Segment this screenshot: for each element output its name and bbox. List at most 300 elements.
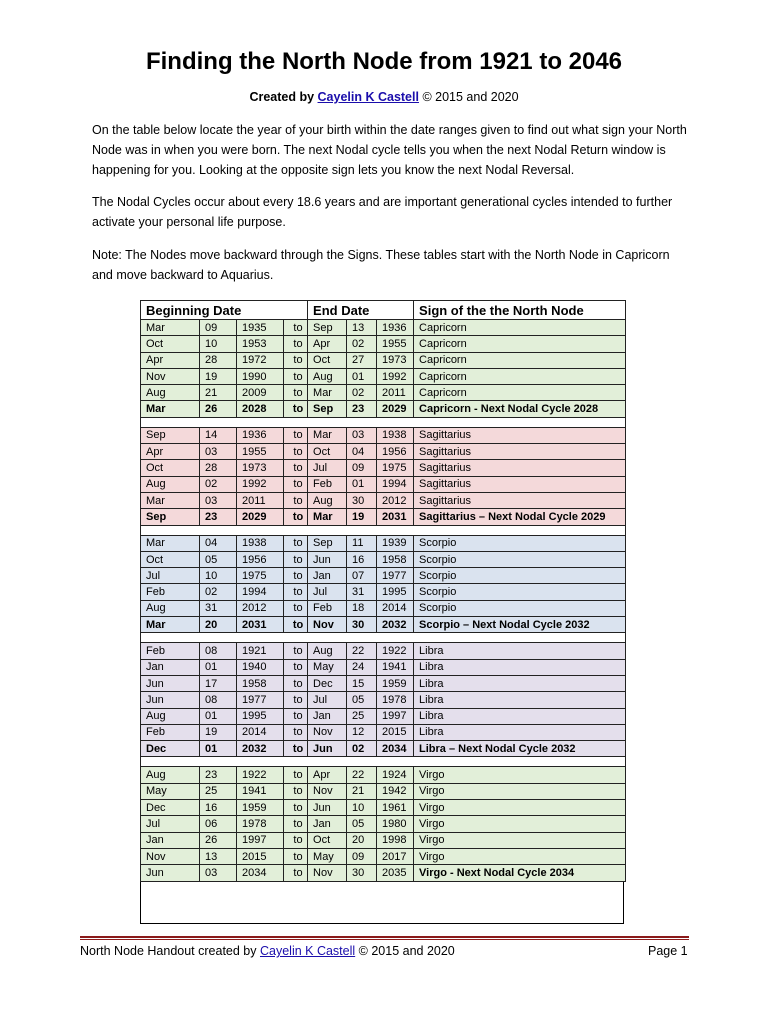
north-node-table — [140, 300, 626, 882]
begin-year-cell: 2034 — [237, 865, 284, 881]
to-label-cell: to — [284, 741, 308, 757]
end-month-cell: Nov — [308, 865, 347, 881]
begin-year-cell: 1990 — [237, 368, 284, 384]
end-day-cell: 30 — [347, 865, 377, 881]
cycles-paragraph: The Nodal Cycles occur about every 18.6 years and are important generational cycles intended to further activate your personal life purpose. — [92, 195, 673, 229]
separator-cell — [141, 633, 626, 643]
begin-day-cell: 28 — [200, 352, 237, 368]
end-day-cell: 31 — [347, 584, 377, 600]
begin-day-cell: 01 — [200, 741, 237, 757]
begin-year-cell: 2032 — [237, 741, 284, 757]
end-year-cell: 2035 — [377, 865, 414, 881]
to-label-cell: to — [284, 724, 308, 740]
begin-month-cell: Feb — [141, 643, 200, 659]
end-month-cell: Nov — [308, 783, 347, 799]
table-row — [141, 509, 626, 525]
end-year-cell: 2031 — [377, 509, 414, 525]
end-month-cell: Mar — [308, 427, 347, 443]
end-day-cell: 01 — [347, 476, 377, 492]
end-month-cell: Jan — [308, 816, 347, 832]
end-month-cell: Jul — [308, 460, 347, 476]
end-day-cell: 22 — [347, 643, 377, 659]
end-month-cell: Mar — [308, 385, 347, 401]
end-day-cell: 25 — [347, 708, 377, 724]
end-year-cell: 2014 — [377, 600, 414, 616]
begin-year-cell: 1977 — [237, 692, 284, 708]
begin-day-cell: 10 — [200, 568, 237, 584]
end-month-cell: Feb — [308, 476, 347, 492]
table-row — [141, 617, 626, 633]
table-row — [141, 352, 626, 368]
begin-month-cell: Jul — [141, 816, 200, 832]
begin-day-cell: 02 — [200, 476, 237, 492]
sign-cell: Virgo — [414, 848, 626, 864]
sign-cell: Capricorn — [414, 320, 626, 336]
table-row — [141, 675, 626, 691]
separator-cell — [141, 417, 626, 427]
begin-month-cell: Jan — [141, 659, 200, 675]
end-month-cell: Nov — [308, 724, 347, 740]
table-row — [141, 708, 626, 724]
subtitle — [0, 90, 768, 104]
end-day-cell: 23 — [347, 401, 377, 417]
begin-month-cell: Oct — [141, 336, 200, 352]
begin-month-cell: Sep — [141, 509, 200, 525]
table-row — [141, 568, 626, 584]
table-row — [141, 476, 626, 492]
table-row — [141, 643, 626, 659]
table-row — [141, 427, 626, 443]
begin-year-cell: 1953 — [237, 336, 284, 352]
separator-cell — [141, 525, 626, 535]
end-month-cell: Dec — [308, 675, 347, 691]
begin-day-cell: 08 — [200, 692, 237, 708]
end-year-cell: 2017 — [377, 848, 414, 864]
end-month-cell: Aug — [308, 368, 347, 384]
to-label-cell: to — [284, 643, 308, 659]
begin-month-cell: Mar — [141, 492, 200, 508]
end-year-cell: 1939 — [377, 535, 414, 551]
sign-cell: Capricorn - Next Nodal Cycle 2028 — [414, 401, 626, 417]
footer-rule-thin — [80, 939, 689, 940]
to-label-cell: to — [284, 551, 308, 567]
begin-day-cell: 23 — [200, 509, 237, 525]
subtitle-prefix: Created by — [249, 90, 315, 104]
begin-day-cell: 09 — [200, 320, 237, 336]
author-link[interactable]: Cayelin K Castell — [317, 90, 419, 104]
sign-cell: Sagittarius — [414, 427, 626, 443]
table-row — [141, 444, 626, 460]
begin-day-cell: 17 — [200, 675, 237, 691]
header-sign: Sign of the the North Node — [414, 301, 626, 320]
begin-month-cell: Feb — [141, 724, 200, 740]
sign-cell: Libra — [414, 675, 626, 691]
begin-year-cell: 1997 — [237, 832, 284, 848]
end-year-cell: 1992 — [377, 368, 414, 384]
table-row — [141, 865, 626, 881]
to-label-cell: to — [284, 783, 308, 799]
end-year-cell: 2012 — [377, 492, 414, 508]
end-month-cell: Sep — [308, 401, 347, 417]
sign-cell: Sagittarius — [414, 476, 626, 492]
table-row — [141, 320, 626, 336]
to-label-cell: to — [284, 617, 308, 633]
end-year-cell: 2034 — [377, 741, 414, 757]
begin-year-cell: 1936 — [237, 427, 284, 443]
sign-cell: Libra — [414, 643, 626, 659]
begin-year-cell: 2031 — [237, 617, 284, 633]
begin-year-cell: 2011 — [237, 492, 284, 508]
to-label-cell: to — [284, 816, 308, 832]
end-month-cell: Aug — [308, 492, 347, 508]
table-row — [141, 460, 626, 476]
end-year-cell: 1942 — [377, 783, 414, 799]
table-row — [141, 816, 626, 832]
end-day-cell: 05 — [347, 816, 377, 832]
begin-month-cell: Jun — [141, 865, 200, 881]
begin-day-cell: 19 — [200, 724, 237, 740]
sign-cell: Capricorn — [414, 368, 626, 384]
begin-day-cell: 31 — [200, 600, 237, 616]
end-day-cell: 21 — [347, 783, 377, 799]
to-label-cell: to — [284, 584, 308, 600]
begin-year-cell: 1955 — [237, 444, 284, 460]
begin-year-cell: 1978 — [237, 816, 284, 832]
to-label-cell: to — [284, 401, 308, 417]
end-year-cell: 1958 — [377, 551, 414, 567]
to-label-cell: to — [284, 600, 308, 616]
begin-year-cell: 2028 — [237, 401, 284, 417]
begin-year-cell: 1994 — [237, 584, 284, 600]
sign-cell: Capricorn — [414, 385, 626, 401]
to-label-cell: to — [284, 444, 308, 460]
end-month-cell: Oct — [308, 832, 347, 848]
end-year-cell: 1959 — [377, 675, 414, 691]
table-row — [141, 741, 626, 757]
begin-day-cell: 03 — [200, 865, 237, 881]
table-row — [141, 368, 626, 384]
table-row — [141, 551, 626, 567]
begin-year-cell: 2012 — [237, 600, 284, 616]
footer-prefix: North Node Handout created by — [80, 944, 257, 958]
begin-month-cell: Sep — [141, 427, 200, 443]
begin-month-cell: Jun — [141, 675, 200, 691]
end-day-cell: 19 — [347, 509, 377, 525]
to-label-cell: to — [284, 368, 308, 384]
intro-paragraph: On the table below locate the year of your birth within the date ranges given to find out what sign your North Node was in when you were born. The next Nodal cycle tells you when the next Nodal Return window is happening for you. Looking at the opposite sign lets you know the next Nodal Reversal. — [92, 123, 687, 177]
begin-year-cell: 1940 — [237, 659, 284, 675]
begin-day-cell: 02 — [200, 584, 237, 600]
header-end-date: End Date — [308, 301, 414, 320]
sign-cell: Scorpio — [414, 535, 626, 551]
footer-rule — [80, 936, 689, 938]
sign-cell: Sagittarius — [414, 492, 626, 508]
end-month-cell: Aug — [308, 643, 347, 659]
begin-month-cell: Oct — [141, 551, 200, 567]
end-day-cell: 11 — [347, 535, 377, 551]
table-row — [141, 692, 626, 708]
end-day-cell: 30 — [347, 617, 377, 633]
sign-cell: Scorpio – Next Nodal Cycle 2032 — [414, 617, 626, 633]
end-month-cell: May — [308, 848, 347, 864]
end-day-cell: 20 — [347, 832, 377, 848]
to-label-cell: to — [284, 692, 308, 708]
begin-day-cell: 06 — [200, 816, 237, 832]
footer-author-link[interactable]: Cayelin K Castell — [259, 944, 356, 958]
to-label-cell: to — [284, 535, 308, 551]
subtitle-copyright: © 2015 and 2020 — [422, 90, 519, 104]
begin-day-cell: 08 — [200, 643, 237, 659]
table-row — [141, 832, 626, 848]
to-label-cell: to — [284, 659, 308, 675]
sign-cell: Sagittarius – Next Nodal Cycle 2029 — [414, 509, 626, 525]
end-day-cell: 16 — [347, 551, 377, 567]
sign-cell: Libra — [414, 708, 626, 724]
end-year-cell: 1978 — [377, 692, 414, 708]
end-year-cell: 1980 — [377, 816, 414, 832]
begin-year-cell: 1921 — [237, 643, 284, 659]
end-day-cell: 24 — [347, 659, 377, 675]
end-day-cell: 03 — [347, 427, 377, 443]
begin-month-cell: Jan — [141, 832, 200, 848]
end-day-cell: 09 — [347, 848, 377, 864]
table-row — [141, 800, 626, 816]
end-month-cell: Jun — [308, 551, 347, 567]
begin-day-cell: 26 — [200, 401, 237, 417]
begin-month-cell: Aug — [141, 385, 200, 401]
end-year-cell: 1994 — [377, 476, 414, 492]
to-label-cell: to — [284, 708, 308, 724]
begin-day-cell: 28 — [200, 460, 237, 476]
end-year-cell: 1998 — [377, 832, 414, 848]
begin-month-cell: Dec — [141, 741, 200, 757]
begin-month-cell: Apr — [141, 352, 200, 368]
end-month-cell: Jul — [308, 692, 347, 708]
footer-credit — [80, 944, 455, 958]
end-year-cell: 2029 — [377, 401, 414, 417]
begin-day-cell: 26 — [200, 832, 237, 848]
to-label-cell: to — [284, 848, 308, 864]
begin-day-cell: 23 — [200, 767, 237, 783]
sign-cell: Virgo — [414, 800, 626, 816]
begin-day-cell: 03 — [200, 492, 237, 508]
group-separator — [141, 757, 626, 767]
begin-year-cell: 1938 — [237, 535, 284, 551]
to-label-cell: to — [284, 385, 308, 401]
end-year-cell: 1973 — [377, 352, 414, 368]
begin-day-cell: 10 — [200, 336, 237, 352]
sign-cell: Sagittarius — [414, 460, 626, 476]
end-month-cell: Sep — [308, 320, 347, 336]
end-year-cell: 1955 — [377, 336, 414, 352]
table-row — [141, 767, 626, 783]
table-row — [141, 724, 626, 740]
to-label-cell: to — [284, 320, 308, 336]
begin-year-cell: 2029 — [237, 509, 284, 525]
begin-day-cell: 04 — [200, 535, 237, 551]
end-month-cell: Jan — [308, 568, 347, 584]
end-day-cell: 02 — [347, 385, 377, 401]
end-day-cell: 22 — [347, 767, 377, 783]
begin-day-cell: 14 — [200, 427, 237, 443]
sign-cell: Virgo — [414, 816, 626, 832]
end-day-cell: 01 — [347, 368, 377, 384]
begin-year-cell: 1959 — [237, 800, 284, 816]
table-row — [141, 336, 626, 352]
begin-day-cell: 25 — [200, 783, 237, 799]
end-month-cell: Jun — [308, 741, 347, 757]
sign-cell: Virgo — [414, 783, 626, 799]
to-label-cell: to — [284, 832, 308, 848]
begin-day-cell: 19 — [200, 368, 237, 384]
end-day-cell: 02 — [347, 336, 377, 352]
begin-month-cell: Mar — [141, 617, 200, 633]
sign-cell: Capricorn — [414, 352, 626, 368]
note-paragraph: Note: The Nodes move backward through the Signs. These tables start with the North Node in Capricorn and move backward to Aquarius. — [92, 248, 670, 282]
end-month-cell: Nov — [308, 617, 347, 633]
table-row — [141, 584, 626, 600]
begin-month-cell: Jul — [141, 568, 200, 584]
begin-year-cell: 1935 — [237, 320, 284, 336]
to-label-cell: to — [284, 492, 308, 508]
sign-cell: Scorpio — [414, 600, 626, 616]
end-day-cell: 05 — [347, 692, 377, 708]
end-year-cell: 2011 — [377, 385, 414, 401]
sign-cell: Virgo - Next Nodal Cycle 2034 — [414, 865, 626, 881]
end-year-cell: 1961 — [377, 800, 414, 816]
end-month-cell: Oct — [308, 352, 347, 368]
to-label-cell: to — [284, 767, 308, 783]
begin-year-cell: 1975 — [237, 568, 284, 584]
group-separator — [141, 525, 626, 535]
sign-cell: Libra — [414, 692, 626, 708]
sign-cell: Virgo — [414, 832, 626, 848]
table-body — [141, 320, 626, 882]
begin-year-cell: 1992 — [237, 476, 284, 492]
sign-cell: Capricorn — [414, 336, 626, 352]
end-day-cell: 07 — [347, 568, 377, 584]
page-number: Page 1 — [648, 944, 688, 958]
end-month-cell: Jul — [308, 584, 347, 600]
begin-month-cell: Feb — [141, 584, 200, 600]
begin-year-cell: 1922 — [237, 767, 284, 783]
sign-cell: Libra — [414, 724, 626, 740]
begin-year-cell: 1958 — [237, 675, 284, 691]
table-row — [141, 659, 626, 675]
begin-month-cell: Jun — [141, 692, 200, 708]
to-label-cell: to — [284, 800, 308, 816]
header-beginning-date: Beginning Date — [141, 301, 308, 320]
end-day-cell: 27 — [347, 352, 377, 368]
to-label-cell: to — [284, 352, 308, 368]
end-year-cell: 1956 — [377, 444, 414, 460]
begin-month-cell: Aug — [141, 708, 200, 724]
table-row — [141, 401, 626, 417]
end-month-cell: Jun — [308, 800, 347, 816]
begin-day-cell: 20 — [200, 617, 237, 633]
end-day-cell: 09 — [347, 460, 377, 476]
begin-month-cell: Oct — [141, 460, 200, 476]
end-month-cell: Mar — [308, 509, 347, 525]
begin-year-cell: 1995 — [237, 708, 284, 724]
table-row — [141, 492, 626, 508]
footer-copyright: © 2015 and 2020 — [358, 944, 455, 958]
begin-year-cell: 2014 — [237, 724, 284, 740]
group-separator — [141, 633, 626, 643]
end-year-cell: 1995 — [377, 584, 414, 600]
end-day-cell: 04 — [347, 444, 377, 460]
end-month-cell: Oct — [308, 444, 347, 460]
sign-cell: Scorpio — [414, 568, 626, 584]
begin-year-cell: 1956 — [237, 551, 284, 567]
end-day-cell: 10 — [347, 800, 377, 816]
to-label-cell: to — [284, 460, 308, 476]
to-label-cell: to — [284, 568, 308, 584]
separator-cell — [141, 757, 626, 767]
begin-month-cell: Mar — [141, 320, 200, 336]
begin-month-cell: Dec — [141, 800, 200, 816]
sign-cell: Sagittarius — [414, 444, 626, 460]
begin-day-cell: 03 — [200, 444, 237, 460]
end-month-cell: May — [308, 659, 347, 675]
table-header-row — [141, 301, 626, 320]
end-year-cell: 2015 — [377, 724, 414, 740]
table-row — [141, 848, 626, 864]
begin-month-cell: May — [141, 783, 200, 799]
to-label-cell: to — [284, 476, 308, 492]
to-label-cell: to — [284, 865, 308, 881]
begin-day-cell: 01 — [200, 708, 237, 724]
to-label-cell: to — [284, 675, 308, 691]
end-month-cell: Apr — [308, 336, 347, 352]
end-day-cell: 30 — [347, 492, 377, 508]
end-year-cell: 1941 — [377, 659, 414, 675]
begin-month-cell: Aug — [141, 767, 200, 783]
begin-year-cell: 2009 — [237, 385, 284, 401]
end-year-cell: 1975 — [377, 460, 414, 476]
begin-day-cell: 05 — [200, 551, 237, 567]
to-label-cell: to — [284, 509, 308, 525]
end-year-cell: 1924 — [377, 767, 414, 783]
end-day-cell: 15 — [347, 675, 377, 691]
sign-cell: Scorpio — [414, 551, 626, 567]
sign-cell: Scorpio — [414, 584, 626, 600]
begin-month-cell: Aug — [141, 600, 200, 616]
end-day-cell: 12 — [347, 724, 377, 740]
end-month-cell: Feb — [308, 600, 347, 616]
end-year-cell: 1922 — [377, 643, 414, 659]
end-month-cell: Apr — [308, 767, 347, 783]
begin-month-cell: Apr — [141, 444, 200, 460]
sign-cell: Virgo — [414, 767, 626, 783]
to-label-cell: to — [284, 336, 308, 352]
end-day-cell: 18 — [347, 600, 377, 616]
begin-year-cell: 1941 — [237, 783, 284, 799]
end-year-cell: 1936 — [377, 320, 414, 336]
begin-day-cell: 16 — [200, 800, 237, 816]
begin-month-cell: Mar — [141, 401, 200, 417]
begin-day-cell: 01 — [200, 659, 237, 675]
begin-day-cell: 13 — [200, 848, 237, 864]
end-year-cell: 2032 — [377, 617, 414, 633]
table-row — [141, 783, 626, 799]
begin-year-cell: 1973 — [237, 460, 284, 476]
to-label-cell: to — [284, 427, 308, 443]
begin-month-cell: Nov — [141, 848, 200, 864]
table-row — [141, 535, 626, 551]
begin-month-cell: Mar — [141, 535, 200, 551]
sign-cell: Libra – Next Nodal Cycle 2032 — [414, 741, 626, 757]
